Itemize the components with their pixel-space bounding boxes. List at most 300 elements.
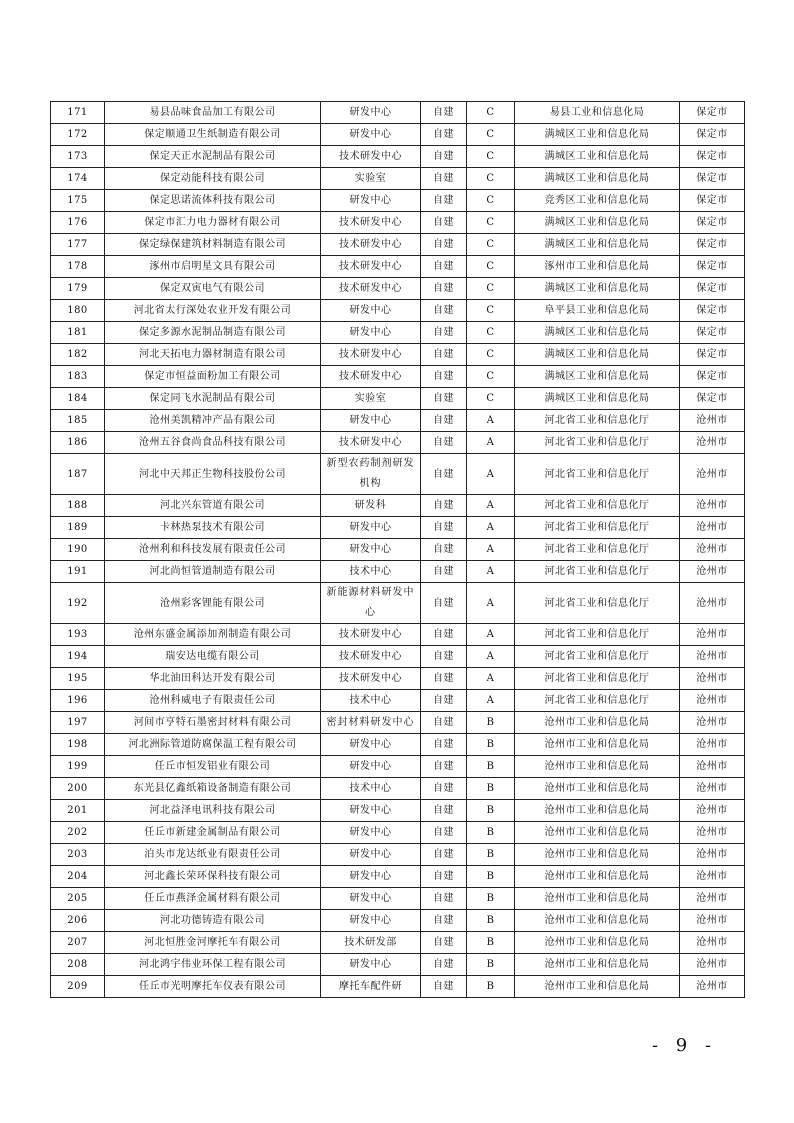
build-mode-cell: 自建 (421, 668, 467, 690)
institution-type-cell: 技术中心 (321, 778, 421, 800)
grade-cell: C (467, 234, 515, 256)
company-name-cell: 卡林热泵技术有限公司 (105, 517, 321, 539)
institution-type-cell: 技术研发中心 (321, 432, 421, 454)
city-cell: 沧州市 (680, 495, 745, 517)
recommending-authority-cell: 河北省工业和信息化厅 (515, 432, 680, 454)
table-row (51, 234, 745, 256)
recommending-authority-cell: 河北省工业和信息化厅 (515, 539, 680, 561)
institution-type-cell: 研发科 (321, 495, 421, 517)
city-cell: 保定市 (680, 344, 745, 366)
institution-type-cell: 实验室 (321, 168, 421, 190)
city-cell: 沧州市 (680, 690, 745, 712)
company-name-cell: 沧州利和科技发展有限责任公司 (105, 539, 321, 561)
row-number-cell: 203 (51, 844, 105, 866)
institution-type-cell: 研发中心 (321, 800, 421, 822)
institution-type-cell: 摩托车配件研 (321, 976, 421, 998)
grade-cell: C (467, 102, 515, 124)
institution-type-cell: 研发中心 (321, 734, 421, 756)
recommending-authority-cell: 沧州市工业和信息化局 (515, 712, 680, 734)
institution-type-cell: 技术研发中心 (321, 146, 421, 168)
recommending-authority-cell: 沧州市工业和信息化局 (515, 954, 680, 976)
city-cell: 沧州市 (680, 583, 745, 624)
grade-cell: A (467, 539, 515, 561)
table-row (51, 778, 745, 800)
build-mode-cell: 自建 (421, 168, 467, 190)
build-mode-cell: 自建 (421, 561, 467, 583)
recommending-authority-cell: 河北省工业和信息化厅 (515, 583, 680, 624)
row-number-cell: 191 (51, 561, 105, 583)
row-number-cell: 179 (51, 278, 105, 300)
recommending-authority-cell: 满城区工业和信息化局 (515, 322, 680, 344)
table-row (51, 646, 745, 668)
city-cell: 保定市 (680, 322, 745, 344)
table-row (51, 756, 745, 778)
recommending-authority-cell: 沧州市工业和信息化局 (515, 734, 680, 756)
row-number-cell: 173 (51, 146, 105, 168)
build-mode-cell: 自建 (421, 822, 467, 844)
recommending-authority-cell: 阜平县工业和信息化局 (515, 300, 680, 322)
build-mode-cell: 自建 (421, 495, 467, 517)
row-number-cell: 182 (51, 344, 105, 366)
build-mode-cell: 自建 (421, 344, 467, 366)
build-mode-cell: 自建 (421, 583, 467, 624)
row-number-cell: 178 (51, 256, 105, 278)
company-name-cell: 保定绿保建筑材料制造有限公司 (105, 234, 321, 256)
grade-cell: A (467, 517, 515, 539)
institution-type-cell: 技术中心 (321, 561, 421, 583)
grade-cell: B (467, 778, 515, 800)
build-mode-cell: 自建 (421, 976, 467, 998)
recommending-authority-cell: 沧州市工业和信息化局 (515, 756, 680, 778)
build-mode-cell: 自建 (421, 844, 467, 866)
company-name-cell: 任丘市恒发铝业有限公司 (105, 756, 321, 778)
build-mode-cell: 自建 (421, 124, 467, 146)
build-mode-cell: 自建 (421, 432, 467, 454)
table-row (51, 344, 745, 366)
company-name-cell: 河北鑫长荣环保科技有限公司 (105, 866, 321, 888)
recommending-authority-cell: 沧州市工业和信息化局 (515, 888, 680, 910)
company-name-cell: 任丘市燕泽金属材料有限公司 (105, 888, 321, 910)
institution-type-cell: 技术中心 (321, 690, 421, 712)
grade-cell: A (467, 646, 515, 668)
institution-type-cell: 新能源材料研发中心 (321, 583, 421, 624)
recommending-authority-cell: 河北省工业和信息化厅 (515, 668, 680, 690)
recommending-authority-cell: 河北省工业和信息化厅 (515, 517, 680, 539)
institution-type-cell: 研发中心 (321, 124, 421, 146)
grade-cell: C (467, 344, 515, 366)
grade-cell: C (467, 322, 515, 344)
company-name-cell: 河北功德铸造有限公司 (105, 910, 321, 932)
grade-cell: A (467, 454, 515, 495)
grade-cell: B (467, 712, 515, 734)
row-number-cell: 197 (51, 712, 105, 734)
row-number-cell: 195 (51, 668, 105, 690)
table-row (51, 866, 745, 888)
institution-type-cell: 研发中心 (321, 517, 421, 539)
grade-cell: C (467, 190, 515, 212)
recommending-authority-cell: 沧州市工业和信息化局 (515, 976, 680, 998)
grade-cell: B (467, 954, 515, 976)
institution-type-cell: 技术研发中心 (321, 234, 421, 256)
city-cell: 沧州市 (680, 517, 745, 539)
build-mode-cell: 自建 (421, 256, 467, 278)
city-cell: 保定市 (680, 124, 745, 146)
institution-table (50, 101, 745, 998)
institution-type-cell: 技术研发中心 (321, 668, 421, 690)
institution-type-cell: 研发中心 (321, 910, 421, 932)
grade-cell: C (467, 212, 515, 234)
institution-type-cell: 研发中心 (321, 844, 421, 866)
company-name-cell: 保定动能科技有限公司 (105, 168, 321, 190)
company-name-cell: 沧州东盛金属添加剂制造有限公司 (105, 624, 321, 646)
row-number-cell: 207 (51, 932, 105, 954)
institution-type-cell: 研发中心 (321, 102, 421, 124)
city-cell: 保定市 (680, 102, 745, 124)
row-number-cell: 185 (51, 410, 105, 432)
company-name-cell: 保定顺通卫生纸制造有限公司 (105, 124, 321, 146)
city-cell: 沧州市 (680, 800, 745, 822)
row-number-cell: 194 (51, 646, 105, 668)
grade-cell: B (467, 756, 515, 778)
build-mode-cell: 自建 (421, 778, 467, 800)
grade-cell: B (467, 800, 515, 822)
city-cell: 沧州市 (680, 410, 745, 432)
company-name-cell: 华北油田科达开发有限公司 (105, 668, 321, 690)
table-row (51, 734, 745, 756)
recommending-authority-cell: 沧州市工业和信息化局 (515, 932, 680, 954)
city-cell: 沧州市 (680, 454, 745, 495)
company-name-cell: 河北兴东管道有限公司 (105, 495, 321, 517)
institution-type-cell: 研发中心 (321, 410, 421, 432)
city-cell: 保定市 (680, 256, 745, 278)
company-name-cell: 瑞安达电缆有限公司 (105, 646, 321, 668)
city-cell: 保定市 (680, 366, 745, 388)
institution-type-cell: 研发中心 (321, 888, 421, 910)
grade-cell: A (467, 561, 515, 583)
institution-type-cell: 密封材料研发中心 (321, 712, 421, 734)
build-mode-cell: 自建 (421, 800, 467, 822)
company-name-cell: 河北鸿宇伟业环保工程有限公司 (105, 954, 321, 976)
recommending-authority-cell: 竞秀区工业和信息化局 (515, 190, 680, 212)
recommending-authority-cell: 满城区工业和信息化局 (515, 278, 680, 300)
company-name-cell: 任丘市光明摩托车仪表有限公司 (105, 976, 321, 998)
table-row (51, 583, 745, 624)
city-cell: 保定市 (680, 168, 745, 190)
table-row (51, 517, 745, 539)
build-mode-cell: 自建 (421, 146, 467, 168)
grade-cell: A (467, 690, 515, 712)
table-row (51, 932, 745, 954)
table-row (51, 624, 745, 646)
city-cell: 沧州市 (680, 844, 745, 866)
city-cell: 沧州市 (680, 561, 745, 583)
company-name-cell: 保定市恒益面粉加工有限公司 (105, 366, 321, 388)
build-mode-cell: 自建 (421, 300, 467, 322)
table-row (51, 822, 745, 844)
table-row (51, 800, 745, 822)
grade-cell: B (467, 932, 515, 954)
institution-type-cell: 技术研发中心 (321, 256, 421, 278)
build-mode-cell: 自建 (421, 756, 467, 778)
build-mode-cell: 自建 (421, 410, 467, 432)
table-row (51, 432, 745, 454)
grade-cell: C (467, 278, 515, 300)
table-row (51, 190, 745, 212)
institution-type-cell: 技术研发中心 (321, 212, 421, 234)
table-row (51, 102, 745, 124)
grade-cell: A (467, 583, 515, 624)
table-row (51, 690, 745, 712)
recommending-authority-cell: 沧州市工业和信息化局 (515, 844, 680, 866)
row-number-cell: 193 (51, 624, 105, 646)
recommending-authority-cell: 满城区工业和信息化局 (515, 388, 680, 410)
institution-type-cell: 研发中心 (321, 866, 421, 888)
institution-type-cell: 研发中心 (321, 539, 421, 561)
table-row (51, 910, 745, 932)
grade-cell: A (467, 624, 515, 646)
recommending-authority-cell: 满城区工业和信息化局 (515, 168, 680, 190)
grade-cell: C (467, 300, 515, 322)
institution-type-cell: 技术研发中心 (321, 278, 421, 300)
company-name-cell: 河北天拓电力器材制造有限公司 (105, 344, 321, 366)
company-name-cell: 保定天正水泥制品有限公司 (105, 146, 321, 168)
build-mode-cell: 自建 (421, 278, 467, 300)
institution-type-cell: 技术研发中心 (321, 344, 421, 366)
city-cell: 保定市 (680, 388, 745, 410)
build-mode-cell: 自建 (421, 234, 467, 256)
institution-type-cell: 实验室 (321, 388, 421, 410)
table-row (51, 410, 745, 432)
grade-cell: B (467, 976, 515, 998)
row-number-cell: 196 (51, 690, 105, 712)
institution-type-cell: 技术研发部 (321, 932, 421, 954)
table-row (51, 366, 745, 388)
city-cell: 沧州市 (680, 866, 745, 888)
recommending-authority-cell: 涿州市工业和信息化局 (515, 256, 680, 278)
row-number-cell: 192 (51, 583, 105, 624)
grade-cell: C (467, 388, 515, 410)
build-mode-cell: 自建 (421, 866, 467, 888)
company-name-cell: 河北省太行深处农业开发有限公司 (105, 300, 321, 322)
recommending-authority-cell: 河北省工业和信息化厅 (515, 646, 680, 668)
recommending-authority-cell: 满城区工业和信息化局 (515, 344, 680, 366)
row-number-cell: 199 (51, 756, 105, 778)
company-name-cell: 保定多源水泥制品制造有限公司 (105, 322, 321, 344)
city-cell: 保定市 (680, 278, 745, 300)
table-row (51, 146, 745, 168)
build-mode-cell: 自建 (421, 646, 467, 668)
row-number-cell: 183 (51, 366, 105, 388)
city-cell: 沧州市 (680, 932, 745, 954)
recommending-authority-cell: 沧州市工业和信息化局 (515, 822, 680, 844)
company-name-cell: 东光县亿鑫纸箱设备制造有限公司 (105, 778, 321, 800)
row-number-cell: 202 (51, 822, 105, 844)
grade-cell: B (467, 866, 515, 888)
build-mode-cell: 自建 (421, 322, 467, 344)
city-cell: 沧州市 (680, 888, 745, 910)
grade-cell: C (467, 256, 515, 278)
build-mode-cell: 自建 (421, 624, 467, 646)
city-cell: 沧州市 (680, 432, 745, 454)
institution-type-cell: 研发中心 (321, 822, 421, 844)
recommending-authority-cell: 河北省工业和信息化厅 (515, 690, 680, 712)
build-mode-cell: 自建 (421, 454, 467, 495)
build-mode-cell: 自建 (421, 366, 467, 388)
city-cell: 沧州市 (680, 712, 745, 734)
build-mode-cell: 自建 (421, 212, 467, 234)
build-mode-cell: 自建 (421, 734, 467, 756)
city-cell: 沧州市 (680, 778, 745, 800)
build-mode-cell: 自建 (421, 539, 467, 561)
city-cell: 沧州市 (680, 539, 745, 561)
city-cell: 沧州市 (680, 646, 745, 668)
institution-type-cell: 技术研发中心 (321, 624, 421, 646)
institution-type-cell: 新型农药制剂研发机构 (321, 454, 421, 495)
city-cell: 沧州市 (680, 668, 745, 690)
city-cell: 保定市 (680, 146, 745, 168)
company-name-cell: 泊头市龙达纸业有限责任公司 (105, 844, 321, 866)
table-row (51, 300, 745, 322)
build-mode-cell: 自建 (421, 190, 467, 212)
grade-cell: A (467, 668, 515, 690)
build-mode-cell: 自建 (421, 712, 467, 734)
table-row (51, 668, 745, 690)
institution-type-cell: 研发中心 (321, 190, 421, 212)
table-row (51, 454, 745, 495)
table-row (51, 495, 745, 517)
city-cell: 沧州市 (680, 734, 745, 756)
company-name-cell: 河北益泽电讯科技有限公司 (105, 800, 321, 822)
build-mode-cell: 自建 (421, 388, 467, 410)
grade-cell: B (467, 888, 515, 910)
table-row (51, 954, 745, 976)
grade-cell: A (467, 410, 515, 432)
table-row (51, 256, 745, 278)
city-cell: 保定市 (680, 212, 745, 234)
recommending-authority-cell: 满城区工业和信息化局 (515, 212, 680, 234)
table-row (51, 888, 745, 910)
build-mode-cell: 自建 (421, 102, 467, 124)
row-number-cell: 184 (51, 388, 105, 410)
recommending-authority-cell: 河北省工业和信息化厅 (515, 454, 680, 495)
institution-type-cell: 研发中心 (321, 322, 421, 344)
grade-cell: C (467, 168, 515, 190)
company-name-cell: 保定思诺流体科技有限公司 (105, 190, 321, 212)
grade-cell: B (467, 822, 515, 844)
table-row (51, 539, 745, 561)
company-name-cell: 保定双寅电气有限公司 (105, 278, 321, 300)
recommending-authority-cell: 沧州市工业和信息化局 (515, 866, 680, 888)
company-name-cell: 保定同飞水泥制品有限公司 (105, 388, 321, 410)
recommending-authority-cell: 满城区工业和信息化局 (515, 234, 680, 256)
grade-cell: C (467, 124, 515, 146)
recommending-authority-cell: 满城区工业和信息化局 (515, 366, 680, 388)
build-mode-cell: 自建 (421, 690, 467, 712)
city-cell: 沧州市 (680, 624, 745, 646)
institution-type-cell: 技术研发中心 (321, 366, 421, 388)
recommending-authority-cell: 易县工业和信息化局 (515, 102, 680, 124)
recommending-authority-cell: 河北省工业和信息化厅 (515, 495, 680, 517)
table-body (51, 102, 745, 998)
row-number-cell: 188 (51, 495, 105, 517)
city-cell: 沧州市 (680, 910, 745, 932)
build-mode-cell: 自建 (421, 932, 467, 954)
recommending-authority-cell: 河北省工业和信息化厅 (515, 410, 680, 432)
table-row (51, 844, 745, 866)
table-row (51, 388, 745, 410)
grade-cell: A (467, 495, 515, 517)
company-name-cell: 沧州彩客锂能有限公司 (105, 583, 321, 624)
row-number-cell: 201 (51, 800, 105, 822)
company-name-cell: 易县品味食品加工有限公司 (105, 102, 321, 124)
institution-type-cell: 研发中心 (321, 756, 421, 778)
row-number-cell: 180 (51, 300, 105, 322)
row-number-cell: 177 (51, 234, 105, 256)
table-row (51, 124, 745, 146)
row-number-cell: 205 (51, 888, 105, 910)
row-number-cell: 190 (51, 539, 105, 561)
row-number-cell: 198 (51, 734, 105, 756)
institution-type-cell: 研发中心 (321, 954, 421, 976)
table-row (51, 712, 745, 734)
row-number-cell: 204 (51, 866, 105, 888)
grade-cell: C (467, 366, 515, 388)
row-number-cell: 172 (51, 124, 105, 146)
row-number-cell: 174 (51, 168, 105, 190)
row-number-cell: 186 (51, 432, 105, 454)
build-mode-cell: 自建 (421, 910, 467, 932)
table-row (51, 278, 745, 300)
company-name-cell: 保定市汇力电力器材有限公司 (105, 212, 321, 234)
build-mode-cell: 自建 (421, 888, 467, 910)
recommending-authority-cell: 沧州市工业和信息化局 (515, 800, 680, 822)
row-number-cell: 176 (51, 212, 105, 234)
grade-cell: B (467, 734, 515, 756)
institution-type-cell: 研发中心 (321, 300, 421, 322)
grade-cell: B (467, 910, 515, 932)
recommending-authority-cell: 沧州市工业和信息化局 (515, 778, 680, 800)
table-row (51, 322, 745, 344)
company-name-cell: 沧州科威电子有限责任公司 (105, 690, 321, 712)
table-row (51, 168, 745, 190)
recommending-authority-cell: 河北省工业和信息化厅 (515, 624, 680, 646)
grade-cell: A (467, 432, 515, 454)
table-row (51, 976, 745, 998)
grade-cell: C (467, 146, 515, 168)
page-number: - 9 - (652, 1035, 718, 1056)
row-number-cell: 200 (51, 778, 105, 800)
row-number-cell: 206 (51, 910, 105, 932)
row-number-cell: 175 (51, 190, 105, 212)
row-number-cell: 171 (51, 102, 105, 124)
city-cell: 保定市 (680, 300, 745, 322)
row-number-cell: 187 (51, 454, 105, 495)
city-cell: 保定市 (680, 234, 745, 256)
company-name-cell: 河北洲际管道防腐保温工程有限公司 (105, 734, 321, 756)
build-mode-cell: 自建 (421, 517, 467, 539)
company-name-cell: 沧州美凯精冲产品有限公司 (105, 410, 321, 432)
row-number-cell: 208 (51, 954, 105, 976)
company-name-cell: 河北恒胜金河摩托车有限公司 (105, 932, 321, 954)
city-cell: 沧州市 (680, 954, 745, 976)
row-number-cell: 181 (51, 322, 105, 344)
build-mode-cell: 自建 (421, 954, 467, 976)
city-cell: 沧州市 (680, 976, 745, 998)
table-row (51, 561, 745, 583)
recommending-authority-cell: 河北省工业和信息化厅 (515, 561, 680, 583)
recommending-authority-cell: 满城区工业和信息化局 (515, 124, 680, 146)
row-number-cell: 189 (51, 517, 105, 539)
